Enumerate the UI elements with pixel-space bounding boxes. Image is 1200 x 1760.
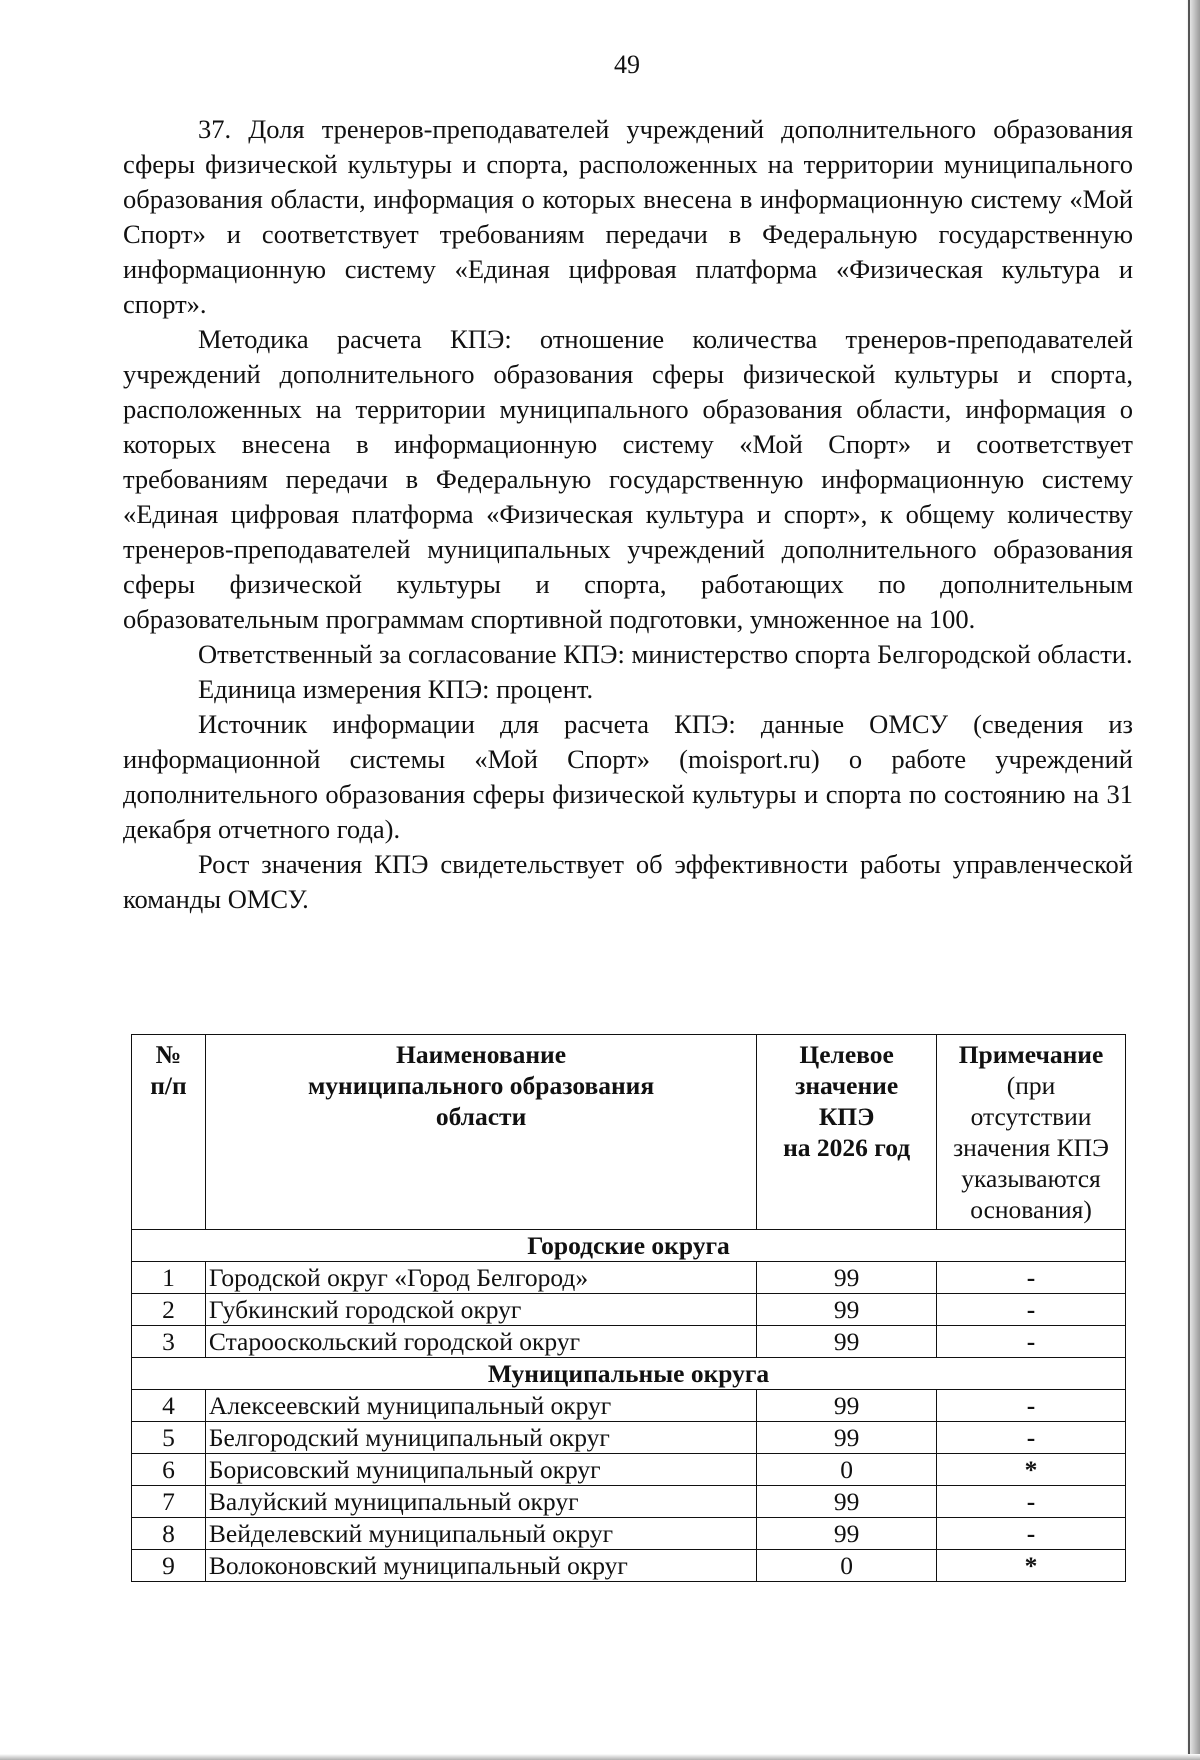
row-number: 8: [132, 1518, 206, 1550]
row-value: 0: [757, 1550, 937, 1582]
row-value: 99: [757, 1518, 937, 1550]
table-row: [132, 1326, 1126, 1358]
table-row: [132, 1518, 1126, 1550]
row-name: Вейделевский муниципальный округ: [205, 1518, 756, 1550]
row-number: 6: [132, 1454, 206, 1486]
row-note: *: [937, 1550, 1126, 1582]
paragraph-growth: Рост значения КПЭ свидетельствует об эффективности работы управленческой команды ОМСУ.: [123, 849, 1133, 914]
paragraph-methodology: Методика расчета КПЭ: отношение количества тренеров-преподавателей учреждений дополнительного образования сферы физической культуры и спорта, расположенных на территории муниципального образования области, информация о которых внесена в информационную систему «Мой Спорт» и соответствует требованиям передачи в Федеральную государственную информационную систему «Единая цифровая платформа «Физическая культура и спорт», к общему количеству тренеров-преподавателей муниципальных учреждений дополнительного образования сферы физической культуры и спорта, работающих по дополнительным образовательным программам спортивной подготовки, умноженное на 100.: [123, 324, 1133, 634]
paragraph-unit: Единица измерения КПЭ: процент.: [198, 674, 594, 704]
row-name: Алексеевский муниципальный округ: [205, 1390, 756, 1422]
table-header-row: [132, 1035, 1126, 1230]
paragraph-responsible: Ответственный за согласование КПЭ: министерство спорта Белгородской области.: [198, 639, 1133, 669]
row-value: 99: [757, 1486, 937, 1518]
row-value: 99: [757, 1422, 937, 1454]
table-row: [132, 1294, 1126, 1326]
paragraph-source: Источник информации для расчета КПЭ: данные ОМСУ (сведения из информационной системы «Мой Спорт» (moisport.ru) о работе учреждений дополнительного образования сферы физической культуры и спорта по состоянию на 31 декабря отчетного года).: [123, 709, 1133, 844]
row-note: *: [937, 1454, 1126, 1486]
header-name: Наименование муниципального образования области: [205, 1035, 756, 1230]
table-row: [132, 1454, 1126, 1486]
header-number: № п/п: [132, 1035, 206, 1230]
row-name: Старооскольский городской округ: [205, 1326, 756, 1358]
row-number: 4: [132, 1390, 206, 1422]
row-name: Волоконовский муниципальный округ: [205, 1550, 756, 1582]
row-value: 99: [757, 1390, 937, 1422]
row-number: 5: [132, 1422, 206, 1454]
scan-edge-line: [1188, 0, 1190, 1760]
row-name: Борисовский муниципальный округ: [205, 1454, 756, 1486]
group-row: [132, 1230, 1126, 1262]
table-row: [132, 1550, 1126, 1582]
row-note: -: [937, 1486, 1126, 1518]
row-name: Белгородский муниципальный округ: [205, 1422, 756, 1454]
group-title: Муниципальные округа: [132, 1358, 1126, 1390]
body-text: [123, 112, 1133, 917]
row-name: Городской округ «Город Белгород»: [205, 1262, 756, 1294]
paragraph-indicator-title: 37. Доля тренеров-преподавателей учреждений дополнительного образования сферы физической культуры и спорта, расположенных на территории муниципального образования области, информация о которых внесена в информационную систему «Мой Спорт» и соответствует требованиям передачи в Федеральную государственную информационную систему «Единая цифровая платформа «Физическая культура и спорт».: [123, 114, 1133, 319]
row-note: -: [937, 1294, 1126, 1326]
scan-edge-bottom: [0, 1754, 1200, 1760]
table-row: [132, 1486, 1126, 1518]
row-note: -: [937, 1262, 1126, 1294]
row-number: 9: [132, 1550, 206, 1582]
row-name: Валуйский муниципальный округ: [205, 1486, 756, 1518]
table-row: [132, 1390, 1126, 1422]
row-note: -: [937, 1390, 1126, 1422]
table-row: [132, 1262, 1126, 1294]
row-note: -: [937, 1326, 1126, 1358]
header-note: Примечание (при отсутствии значения КПЭ указываются основания): [937, 1035, 1126, 1230]
group-row: [132, 1358, 1126, 1390]
row-number: 7: [132, 1486, 206, 1518]
row-name: Губкинский городской округ: [205, 1294, 756, 1326]
row-note: -: [937, 1518, 1126, 1550]
row-note: -: [937, 1422, 1126, 1454]
row-value: 0: [757, 1454, 937, 1486]
row-number: 3: [132, 1326, 206, 1358]
header-target: Целевое значение КПЭ на 2026 год: [757, 1035, 937, 1230]
table-row: [132, 1422, 1126, 1454]
group-title: Городские округа: [132, 1230, 1126, 1262]
row-value: 99: [757, 1326, 937, 1358]
row-value: 99: [757, 1262, 937, 1294]
page-number: 49: [614, 50, 640, 79]
row-number: 2: [132, 1294, 206, 1326]
row-value: 99: [757, 1294, 937, 1326]
kpe-table: [131, 1034, 1126, 1582]
row-number: 1: [132, 1262, 206, 1294]
